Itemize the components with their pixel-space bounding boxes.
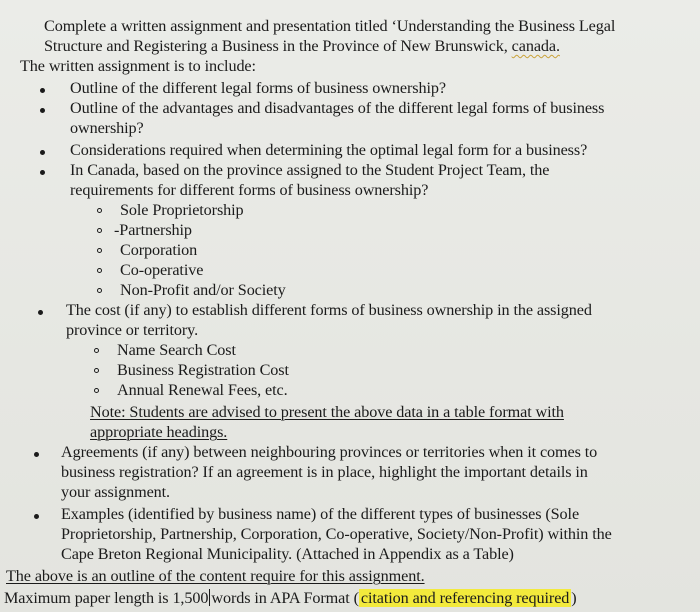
bullet-4-line-1: In Canada, based on the province assigned to the Student Project Team, the (70, 161, 550, 179)
sub-bullet (94, 368, 99, 373)
note-line-2: appropriate headings. (90, 423, 228, 441)
bullet-2-line-2: ownership? (70, 119, 144, 137)
bullet-4-line-2: requirements for different forms of business ownership? (70, 181, 429, 199)
length-line (4, 588, 577, 608)
sub-bullet (97, 288, 102, 293)
highlighted-text: citation and referencing required (360, 589, 570, 607)
ownership-form: Sole Proprietorship (120, 201, 244, 219)
intro-line-2-text: Structure and Registering a Business in the Province of New Brunswick, (44, 37, 508, 55)
length-suffix: ) (571, 589, 577, 607)
sub-bullet (97, 208, 102, 213)
bullet-7-line-2: Proprietorship, Partnership, Corporation, Co-operative, Society/Non-Profit) within the (61, 525, 612, 543)
sub-bullet (97, 228, 102, 233)
note-line-1: Note: Students are advised to present the above data in a table format with (90, 403, 564, 421)
cost-item: Name Search Cost (117, 341, 236, 359)
ownership-form: -Partnership (114, 221, 192, 239)
include-heading: The written assignment is to include: (20, 57, 256, 75)
ownership-form: Co-operative (120, 261, 204, 279)
spellcheck-word: canada. (511, 37, 560, 55)
bullet-6-line-3: your assignment. (61, 483, 171, 501)
bullet-7-line-1: Examples (identified by business name) of the different types of businesses (Sole (61, 505, 580, 523)
bullet-5-line-2: province or territory. (66, 321, 199, 339)
cost-item: Business Registration Cost (117, 361, 289, 379)
bullet-dot (34, 514, 39, 519)
length-words: words in APA Format ( (211, 589, 359, 607)
length-prefix: Maximum paper length is 1,500 (4, 589, 209, 607)
ownership-form: Corporation (120, 241, 198, 259)
closing-text: The above is an outline of the content require for this assignment. (6, 567, 425, 585)
bullet-dot (34, 452, 39, 457)
bullet-6-line-2: business registration? If an agreement is in place, highlight the important details in (61, 463, 588, 481)
bullet-dot (40, 108, 45, 113)
closing-line (6, 566, 425, 586)
intro-line-2 (44, 36, 560, 56)
bullet-3-line-1: Considerations required when determining the optimal legal form for a business? (70, 141, 588, 159)
bullet-dot (38, 310, 43, 315)
bullet-dot (40, 170, 45, 175)
sub-bullet (97, 248, 102, 253)
bullet-dot (40, 88, 45, 93)
bullet-2-line-1: Outline of the advantages and disadvantages of the different legal forms of business (70, 99, 605, 117)
bullet-1-line-1: Outline of the different legal forms of business ownership? (70, 79, 446, 97)
bullet-7-line-3: Cape Breton Regional Municipality. (Attached in Appendix as a Table) (61, 545, 514, 563)
sub-bullet (97, 268, 102, 273)
cost-item: Annual Renewal Fees, etc. (117, 381, 288, 399)
bullet-5-line-1: The cost (if any) to establish different forms of business ownership in the assigned (66, 301, 592, 319)
bullet-6-line-1: Agreements (if any) between neighbouring provinces or territories when it comes to (61, 443, 598, 461)
sub-bullet (94, 388, 99, 393)
intro-line-1: Complete a written assignment and presentation titled ‘Understanding the Business Legal (44, 17, 616, 35)
bullet-dot (40, 150, 45, 155)
sub-bullet (94, 348, 99, 353)
ownership-form: Non-Profit and/or Society (120, 281, 286, 299)
